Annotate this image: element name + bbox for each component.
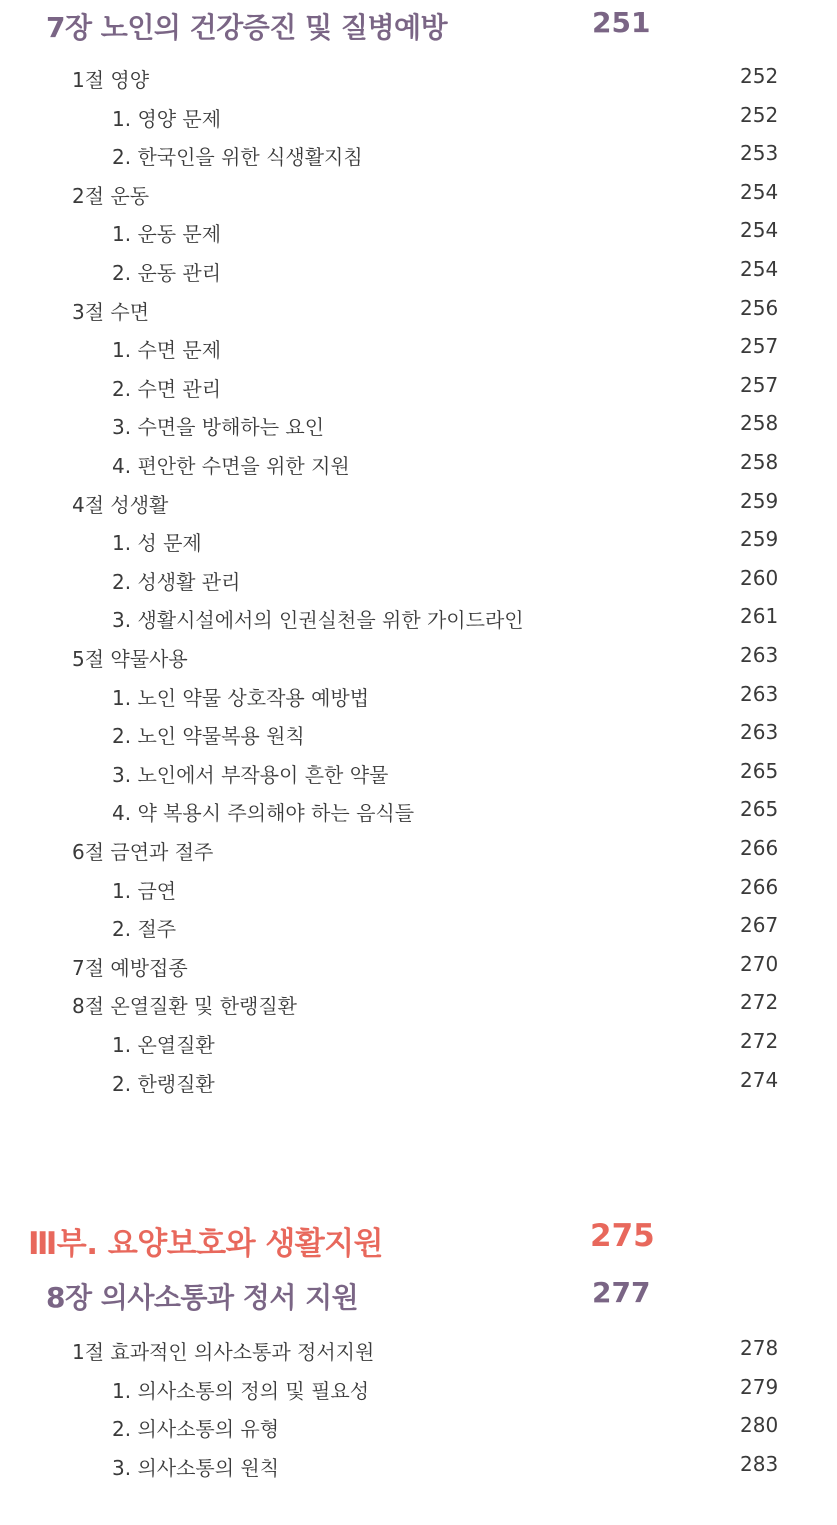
entry-page-number: 252 [740,102,779,127]
entry-page-number: 258 [740,411,779,436]
entry-title: 2. 성생활 관리 [112,569,241,594]
entry-title: 2. 수면 관리 [112,376,222,401]
entry-title: 7절 예방접종 [72,955,188,980]
entry-title: 2. 절주 [112,917,177,942]
entry-page-number: 256 [740,295,779,320]
entry-page-number: 259 [740,488,779,513]
entry-title: 2절 운동 [72,183,150,208]
chapter-page-number: 251 [592,6,651,39]
entry-title: 1. 노인 약물 상호작용 예방법 [112,685,370,710]
entry-title: 1절 영양 [72,68,150,92]
entry-page-number: 272 [740,1029,779,1053]
entry-page-number: 258 [740,450,779,474]
entry-title: 1. 수면 문제 [112,338,222,363]
entry-page-number: 265 [740,797,779,822]
entry-title: 3. 수면을 방해하는 요인 [112,415,325,440]
chapter-8-heading[interactable] [46,1276,656,1316]
part-3-heading[interactable] [28,1218,656,1262]
entry-title: 1. 성 문제 [112,531,202,556]
entry-title: 3. 생활시설에서의 인권실천을 위한 가이드라인 [112,608,524,633]
entry-page-number: 263 [740,643,779,667]
entry-title: 1. 영양 문제 [112,106,222,131]
entry-title: 1. 온열질환 [112,1033,215,1057]
entry-title: 4. 약 복용시 주의해야 하는 음식들 [112,801,415,826]
entry-title: 8절 온열질환 및 한랭질환 [72,994,297,1019]
entry-page-number: 272 [740,990,779,1015]
entry-page-number: 274 [740,1067,779,1092]
entry-page-number: 266 [740,874,779,899]
entry-page-number: 279 [740,1374,779,1399]
entry-page-number: 261 [740,604,779,629]
entry-page-number: 252 [740,64,779,88]
entry-title: 1. 운동 문제 [112,222,222,247]
entry-title: 4. 편안한 수면을 위한 지원 [112,454,350,478]
entry-page-number: 263 [740,720,779,745]
entry-page-number: 263 [740,681,779,706]
entry-title: 5절 약물사용 [72,647,188,671]
entry-title: 2. 노인 약물복용 원칙 [112,724,305,749]
entry-title: 2. 한국인을 위한 식생활지침 [112,145,363,170]
chapter-title: 8장 의사소통과 정서 지원 [46,1281,359,1314]
entry-page-number: 266 [740,836,779,860]
entry-title: 3. 의사소통의 원칙 [112,1455,280,1480]
entry-page-number: 254 [740,257,779,281]
entry-page-number: 267 [740,913,779,938]
entry-page-number: 265 [740,758,779,783]
entry-page-number: 283 [740,1451,779,1476]
part-title: Ⅲ부. 요양보호와 생활지원 [28,1226,384,1262]
chapter-title: 7장 노인의 건강증진 및 질병예방 [46,11,448,44]
entry-page-number: 259 [740,527,779,552]
chapter-page-number: 277 [592,1276,651,1309]
entry-page-number: 278 [740,1336,779,1360]
entry-title: 6절 금연과 절주 [72,840,214,864]
entry-page-number: 257 [740,334,779,359]
entry-page-number: 254 [740,179,779,204]
entry-title: 1. 의사소통의 정의 및 필요성 [112,1378,370,1403]
chapter-7-heading[interactable] [46,6,656,46]
entry-title: 2. 의사소통의 유형 [112,1417,280,1442]
entry-page-number: 270 [740,951,779,976]
entry-title: 3절 수면 [72,299,150,324]
entry-title: 3. 노인에서 부작용이 흔한 약물 [112,762,389,787]
part-page-number: 275 [590,1218,655,1254]
entry-title: 1절 효과적인 의사소통과 정서지원 [72,1340,375,1364]
entry-title: 2. 운동 관리 [112,261,222,285]
entry-page-number: 253 [740,141,779,166]
entry-page-number: 257 [740,372,779,397]
entry-title: 2. 한랭질환 [112,1071,215,1096]
entry-title: 4절 성생활 [72,492,169,517]
entry-page-number: 280 [740,1413,779,1438]
entry-title: 1. 금연 [112,878,177,903]
entry-page-number: 254 [740,218,779,243]
entry-page-number: 260 [740,565,779,590]
